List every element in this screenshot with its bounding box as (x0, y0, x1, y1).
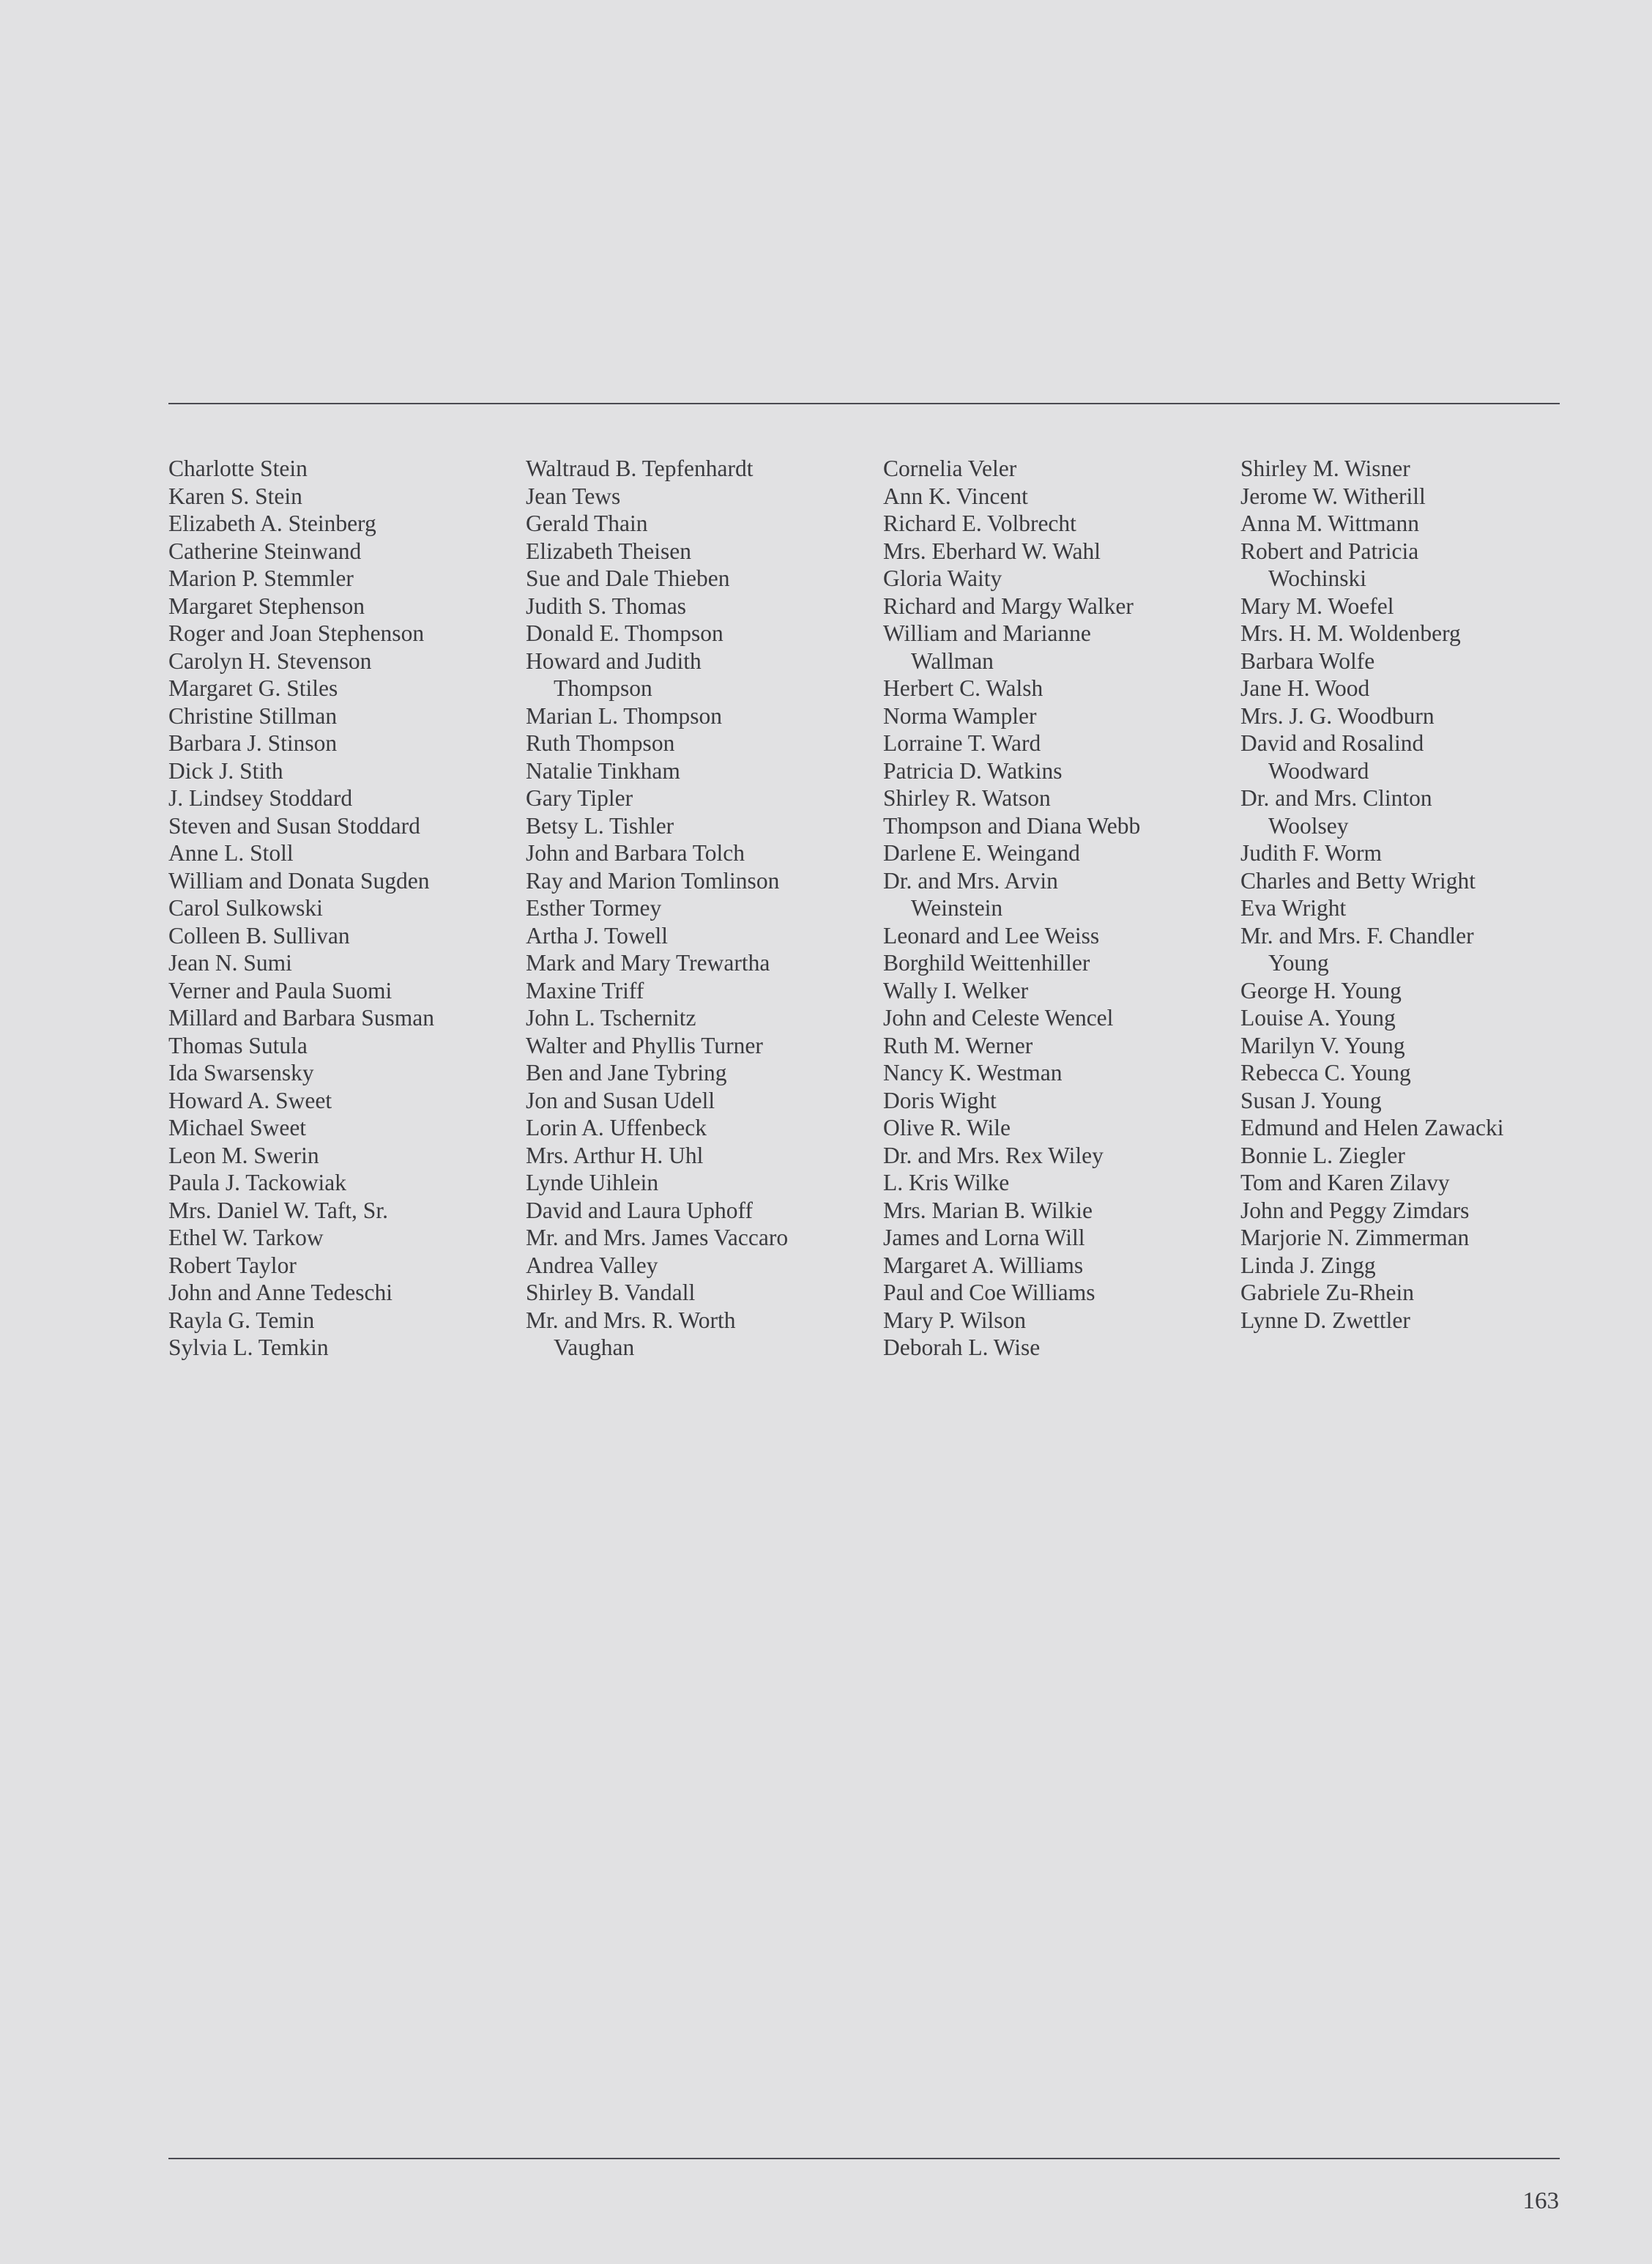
donor-name (526, 1114, 877, 1142)
donor-name-line: Ben and Jane Tybring (526, 1060, 727, 1085)
donor-name (883, 867, 1235, 922)
donor-name-line: Anna M. Wittmann (1240, 511, 1420, 536)
donor-name-line: Cornelia Veler (883, 456, 1017, 481)
donor-name (1240, 593, 1592, 620)
donor-name (168, 784, 520, 812)
donor-name-line: George H. Young (1240, 977, 1402, 1003)
donor-name (168, 620, 520, 647)
donor-name (1240, 867, 1592, 895)
donor-name-line: Lynde Uihlein (526, 1170, 659, 1195)
donor-name-line: Mrs. H. M. Woldenberg (1240, 620, 1461, 646)
donor-name-line: Nancy K. Westman (883, 1060, 1063, 1085)
donor-name (168, 702, 520, 730)
donor-name (883, 1279, 1235, 1307)
donor-name-continuation: Woodward (1268, 757, 1369, 784)
donor-name (883, 675, 1235, 702)
donor-list (168, 455, 1574, 1407)
donor-name-line: Elizabeth Theisen (526, 538, 691, 564)
donor-name (883, 702, 1235, 730)
donor-name-continuation: Weinstein (911, 895, 1003, 921)
donor-name (168, 538, 520, 565)
donor-name-line: Millard and Barbara Susman (168, 1005, 435, 1031)
donor-name (883, 757, 1235, 785)
bottom-rule (168, 2158, 1560, 2159)
donor-name-line: Sylvia L. Temkin (168, 1335, 329, 1360)
donor-name (883, 977, 1235, 1005)
donor-name-line: Gabriele Zu-Rhein (1240, 1280, 1415, 1305)
donor-name-line: Ruth M. Werner (883, 1032, 1033, 1058)
donor-name (883, 538, 1235, 565)
donor-name (526, 812, 877, 840)
donor-name (168, 867, 520, 895)
donor-name (883, 1032, 1235, 1060)
donor-name (168, 565, 520, 593)
donor-name (883, 839, 1235, 867)
donor-name-line: Dick J. Stith (168, 757, 283, 784)
donor-name-line: Maxine Triff (526, 977, 644, 1003)
donor-name-line: Margaret Stephenson (168, 593, 365, 619)
donor-name-line: Roger and Joan Stephenson (168, 620, 425, 646)
donor-name (883, 1169, 1235, 1197)
donor-name (526, 620, 877, 647)
donor-name (168, 1252, 520, 1280)
donor-name (526, 510, 877, 538)
donor-name-line: J. Lindsey Stoddard (168, 785, 353, 811)
donor-name (883, 593, 1235, 620)
donor-name (168, 1334, 520, 1362)
donor-name (168, 1032, 520, 1060)
donor-name (883, 1142, 1235, 1170)
donor-name-line: Linda J. Zingg (1240, 1252, 1376, 1278)
donor-name-line: Michael Sweet (168, 1115, 307, 1140)
donor-name (526, 1032, 877, 1060)
donor-name (168, 483, 520, 511)
donor-name (883, 812, 1235, 840)
donor-name (526, 839, 877, 867)
donor-name (526, 1087, 877, 1115)
donor-name-line: Marilyn V. Young (1240, 1032, 1405, 1058)
donor-name-line: Barbara J. Stinson (168, 730, 338, 756)
donor-name (1240, 730, 1592, 784)
donor-name (526, 1169, 877, 1197)
donor-name-line: Mrs. Arthur H. Uhl (526, 1142, 704, 1168)
donor-name (1240, 702, 1592, 730)
donor-name-continuation: Wochinski (1268, 565, 1366, 591)
donor-name-continuation: Wallman (911, 647, 994, 674)
donor-name-line: Lorin A. Uffenbeck (526, 1115, 707, 1140)
donor-name-line: Shirley B. Vandall (526, 1280, 696, 1305)
donor-name (883, 949, 1235, 977)
donor-name (1240, 1279, 1592, 1307)
donor-name (526, 784, 877, 812)
donor-name-line: Robert Taylor (168, 1252, 297, 1278)
donor-name (526, 1004, 877, 1032)
donor-name-line: Tom and Karen Zilavy (1240, 1170, 1450, 1195)
donor-name-line: Karen S. Stein (168, 483, 302, 509)
donor-name-line: Louise A. Young (1240, 1005, 1396, 1031)
donor-name-line: Mr. and Mrs. R. Worth (526, 1307, 736, 1333)
donor-name-line: Mary P. Wilson (883, 1307, 1027, 1333)
donor-name-line: Rebecca C. Young (1240, 1060, 1411, 1085)
donor-name (1240, 1307, 1592, 1335)
donor-name (168, 510, 520, 538)
donor-name (883, 1307, 1235, 1335)
donor-name (168, 455, 520, 483)
donor-name (526, 1142, 877, 1170)
donor-name-line: Marjorie N. Zimmerman (1240, 1225, 1470, 1250)
donor-name-line: Charlotte Stein (168, 456, 308, 481)
donor-name-line: Natalie Tinkham (526, 757, 680, 784)
donor-name-line: Mark and Mary Trewartha (526, 950, 770, 976)
donor-name-line: Jane H. Wood (1240, 675, 1370, 701)
donor-column-1 (168, 455, 520, 1362)
donor-name (526, 538, 877, 565)
donor-column-3 (883, 455, 1235, 1362)
donor-name (1240, 647, 1592, 675)
donor-name-line: Mrs. J. G. Woodburn (1240, 702, 1435, 729)
donor-name-line: Gerald Thain (526, 511, 648, 536)
donor-name-line: Lynne D. Zwettler (1240, 1307, 1410, 1333)
donor-name-line: Ethel W. Tarkow (168, 1225, 324, 1250)
donor-name-line: Mrs. Marian B. Wilkie (883, 1197, 1093, 1223)
donor-name (1240, 1252, 1592, 1280)
donor-name-line: Dr. and Mrs. Clinton (1240, 785, 1432, 811)
donor-name (1240, 1169, 1592, 1197)
donor-name-line: Thomas Sutula (168, 1032, 308, 1058)
donor-name (526, 757, 877, 785)
donor-name (526, 455, 877, 483)
donor-name (168, 757, 520, 785)
donor-name (168, 1279, 520, 1307)
donor-name-line: Margaret G. Stiles (168, 675, 338, 701)
donor-name (1240, 1032, 1592, 1060)
donor-name-line: Howard A. Sweet (168, 1087, 332, 1113)
donor-name-line: Dr. and Mrs. Rex Wiley (883, 1142, 1104, 1168)
donor-name (1240, 1087, 1592, 1115)
donor-name-line: John and Celeste Wencel (883, 1005, 1114, 1031)
donor-name (168, 647, 520, 675)
donor-name (1240, 1142, 1592, 1170)
donor-name-line: Donald E. Thompson (526, 620, 723, 646)
donor-name (1240, 1059, 1592, 1087)
donor-name (168, 922, 520, 950)
donor-name (883, 1197, 1235, 1225)
donor-name (168, 894, 520, 922)
donor-name-continuation: Woolsey (1268, 812, 1349, 839)
donor-name (526, 1279, 877, 1307)
donor-name (168, 1114, 520, 1142)
donor-name-line: Olive R. Wile (883, 1115, 1011, 1140)
donor-name-line: William and Marianne (883, 620, 1091, 646)
donor-name (1240, 1004, 1592, 1032)
donor-name-line: Walter and Phyllis Turner (526, 1032, 763, 1058)
donor-name-line: Colleen B. Sullivan (168, 922, 350, 949)
donor-name-line: William and Donata Sugden (168, 867, 430, 894)
donor-name-line: John L. Tschernitz (526, 1005, 696, 1031)
donor-name (1240, 1197, 1592, 1225)
donor-name (883, 784, 1235, 812)
donor-name (1240, 538, 1592, 593)
donor-name-line: Bonnie L. Ziegler (1240, 1142, 1405, 1168)
donor-name (883, 1252, 1235, 1280)
donor-name-line: Catherine Steinwand (168, 538, 362, 564)
donor-name-line: Shirley R. Watson (883, 785, 1051, 811)
donor-name-line: Rayla G. Temin (168, 1307, 315, 1333)
donor-name-line: Carol Sulkowski (168, 895, 323, 921)
donor-name-line: Richard and Margy Walker (883, 593, 1134, 619)
donor-name (526, 593, 877, 620)
donor-name (168, 1197, 520, 1225)
donor-name (168, 730, 520, 757)
donor-name-line: Paula J. Tackowiak (168, 1170, 347, 1195)
donor-name-line: Borghild Weittenhiller (883, 950, 1090, 976)
donor-name (168, 1087, 520, 1115)
donor-name (1240, 455, 1592, 483)
donor-name-line: Susan J. Young (1240, 1087, 1382, 1113)
donor-name-line: Mrs. Eberhard W. Wahl (883, 538, 1101, 564)
donor-name-line: Jean Tews (526, 483, 621, 509)
donor-name-line: Verner and Paula Suomi (168, 977, 392, 1003)
donor-name-line: Doris Wight (883, 1087, 997, 1113)
donor-name-line: David and Rosalind (1240, 730, 1424, 756)
donor-name-line: Marian L. Thompson (526, 702, 723, 729)
donor-name (883, 483, 1235, 511)
donor-name-line: Herbert C. Walsh (883, 675, 1043, 701)
donor-name-line: Elizabeth A. Steinberg (168, 511, 376, 536)
donor-name-line: James and Lorna Will (883, 1225, 1085, 1250)
donor-name (883, 565, 1235, 593)
donor-name (526, 565, 877, 593)
donor-name-line: Leon M. Swerin (168, 1142, 319, 1168)
donor-name-line: Thompson and Diana Webb (883, 812, 1141, 839)
donor-name (1240, 784, 1592, 839)
donor-name (168, 812, 520, 840)
donor-name (1240, 922, 1592, 977)
donor-name-line: Darlene E. Weingand (883, 840, 1080, 866)
donor-name-line: Mrs. Daniel W. Taft, Sr. (168, 1197, 388, 1223)
donor-name-line: Norma Wampler (883, 702, 1037, 729)
donor-name-continuation: Young (1268, 950, 1329, 976)
donor-name (883, 1004, 1235, 1032)
donor-name-line: Artha J. Towell (526, 922, 669, 949)
donor-name (883, 510, 1235, 538)
donor-name-line: Mr. and Mrs. F. Chandler (1240, 922, 1474, 949)
donor-name-line: Marion P. Stemmler (168, 565, 354, 591)
donor-name-line: Ruth Thompson (526, 730, 675, 756)
donor-name-line: Gary Tipler (526, 785, 633, 811)
donor-name-line: Richard E. Volbrecht (883, 511, 1076, 536)
donor-name (526, 977, 877, 1005)
donor-name (526, 894, 877, 922)
donor-name-line: Jean N. Sumi (168, 950, 292, 976)
donor-name (883, 1224, 1235, 1252)
donor-name (526, 647, 877, 702)
donor-name-line: Jon and Susan Udell (526, 1087, 715, 1113)
donor-name (526, 1252, 877, 1280)
donor-name (168, 1004, 520, 1032)
donor-name (1240, 510, 1592, 538)
donor-name-line: Barbara Wolfe (1240, 647, 1375, 674)
donor-name (1240, 839, 1592, 867)
donor-name-line: David and Laura Uphoff (526, 1197, 753, 1223)
donor-name-line: Patricia D. Watkins (883, 757, 1063, 784)
donor-name (1240, 1224, 1592, 1252)
donor-name (526, 867, 877, 895)
donor-name (883, 730, 1235, 757)
donor-name-line: Ray and Marion Tomlinson (526, 867, 780, 894)
donor-name (526, 1307, 877, 1362)
donor-name (168, 949, 520, 977)
donor-name (883, 1059, 1235, 1087)
donor-name-continuation: Vaughan (554, 1335, 635, 1360)
donor-name-line: Mr. and Mrs. James Vaccaro (526, 1225, 789, 1250)
donor-name (168, 593, 520, 620)
donor-name-line: Mary M. Woefel (1240, 593, 1394, 619)
donor-name-line: Waltraud B. Tepfenhardt (526, 456, 754, 481)
donor-name (168, 1142, 520, 1170)
donor-name-line: Lorraine T. Ward (883, 730, 1041, 756)
donor-name-line: Gloria Waity (883, 565, 1002, 591)
donor-name-line: Judith S. Thomas (526, 593, 687, 619)
donor-name-line: John and Barbara Tolch (526, 840, 745, 866)
donor-name (168, 1224, 520, 1252)
donor-name-line: Ida Swarsensky (168, 1060, 314, 1085)
donor-name-line: Robert and Patricia (1240, 538, 1419, 564)
donor-name (168, 839, 520, 867)
donor-name (1240, 894, 1592, 922)
donor-name-line: Anne L. Stoll (168, 840, 294, 866)
donor-name (1240, 977, 1592, 1005)
donor-name-line: Ann K. Vincent (883, 483, 1028, 509)
donor-name (883, 1114, 1235, 1142)
donor-name-line: Christine Stillman (168, 702, 338, 729)
donor-name-line: Howard and Judith (526, 647, 702, 674)
donor-name (883, 1087, 1235, 1115)
donor-name (168, 675, 520, 702)
donor-name-line: Wally I. Welker (883, 977, 1029, 1003)
donor-name-line: Paul and Coe Williams (883, 1280, 1095, 1305)
donor-name-line: Edmund and Helen Zawacki (1240, 1115, 1504, 1140)
donor-name (883, 922, 1235, 950)
donor-name-line: Betsy L. Tishler (526, 812, 674, 839)
donor-name-line: Jerome W. Witherill (1240, 483, 1426, 509)
donor-name (526, 702, 877, 730)
donor-name (1240, 675, 1592, 702)
donor-name-line: Charles and Betty Wright (1240, 867, 1476, 894)
donor-name (883, 620, 1235, 675)
donor-column-4 (1240, 455, 1592, 1334)
donor-name (526, 922, 877, 950)
donor-name (883, 1334, 1235, 1362)
donor-column-2 (526, 455, 877, 1362)
donor-name-line: John and Peggy Zimdars (1240, 1197, 1470, 1223)
donor-name (526, 1224, 877, 1252)
donor-name-line: Leonard and Lee Weiss (883, 922, 1100, 949)
page-number: 163 (1522, 2188, 1559, 2214)
donor-name-line: Steven and Susan Stoddard (168, 812, 420, 839)
donor-name (1240, 1114, 1592, 1142)
donor-name-line: Esther Tormey (526, 895, 662, 921)
donor-name-line: Shirley M. Wisner (1240, 456, 1410, 481)
donor-name (526, 483, 877, 511)
donor-name-line: Eva Wright (1240, 895, 1347, 921)
donor-name (168, 1169, 520, 1197)
donor-name-line: Margaret A. Williams (883, 1252, 1084, 1278)
donor-name-line: Carolyn H. Stevenson (168, 647, 372, 674)
donor-name-line: Dr. and Mrs. Arvin (883, 867, 1058, 894)
donor-name (883, 455, 1235, 483)
donor-name (526, 949, 877, 977)
donor-name (168, 977, 520, 1005)
donor-name (1240, 483, 1592, 511)
donor-name (168, 1307, 520, 1335)
donor-name-continuation: Thompson (554, 675, 652, 701)
donor-name (526, 1197, 877, 1225)
donor-name-line: Judith F. Worm (1240, 840, 1383, 866)
donor-name-line: L. Kris Wilke (883, 1170, 1010, 1195)
donor-name (526, 730, 877, 757)
donor-name (168, 1059, 520, 1087)
donor-name-line: Sue and Dale Thieben (526, 565, 730, 591)
donor-name-line: Deborah L. Wise (883, 1335, 1041, 1360)
donor-name-line: Andrea Valley (526, 1252, 658, 1278)
top-rule (168, 403, 1560, 404)
donor-name (1240, 620, 1592, 647)
donor-name-line: John and Anne Tedeschi (168, 1280, 393, 1305)
donor-name (526, 1059, 877, 1087)
